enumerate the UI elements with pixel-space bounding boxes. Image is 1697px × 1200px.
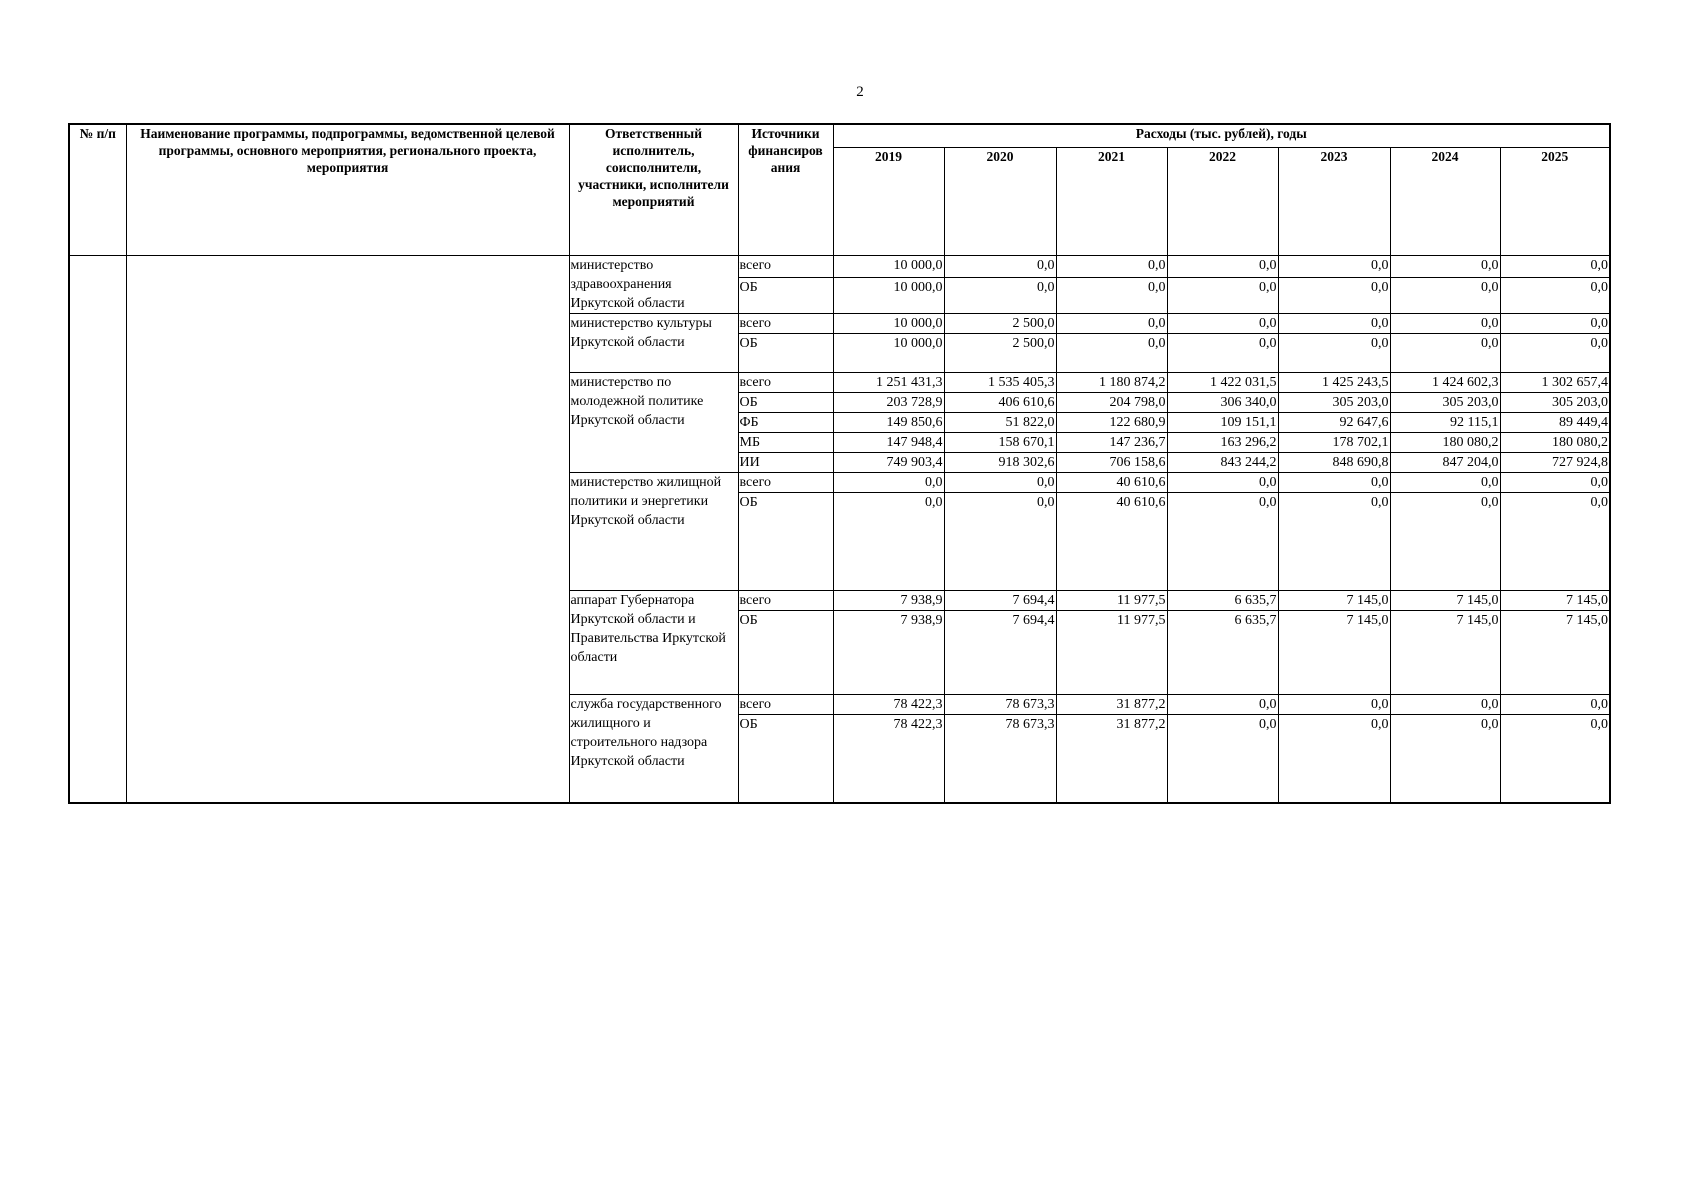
- value-cell-2019: 7 938,9: [833, 611, 944, 695]
- value-cell-2023: 0,0: [1278, 334, 1390, 373]
- value-cell-2025: 0,0: [1500, 695, 1610, 715]
- value-cell-2024: 305 203,0: [1390, 393, 1500, 413]
- value-cell-2023: 0,0: [1278, 695, 1390, 715]
- value-cell-2020: 78 673,3: [944, 715, 1056, 803]
- value-cell-2020: 7 694,4: [944, 591, 1056, 611]
- executor-cell: министерство здравоохранения Иркутской области: [569, 256, 738, 314]
- value-cell-2024: 0,0: [1390, 715, 1500, 803]
- source-cell: ОБ: [738, 393, 833, 413]
- value-cell-2022: 6 635,7: [1167, 591, 1278, 611]
- header-row-1: [69, 124, 1610, 148]
- value-cell-2022: 163 296,2: [1167, 433, 1278, 453]
- value-cell-2025: 89 449,4: [1500, 413, 1610, 433]
- header-year-2022: 2022: [1167, 148, 1278, 256]
- value-cell-2019: 10 000,0: [833, 314, 944, 334]
- value-cell-2019: 203 728,9: [833, 393, 944, 413]
- value-cell-2025: 7 145,0: [1500, 591, 1610, 611]
- row-name-cell: [126, 256, 569, 803]
- value-cell-2025: 1 302 657,4: [1500, 373, 1610, 393]
- source-cell: ОБ: [738, 277, 833, 313]
- value-cell-2021: 0,0: [1056, 277, 1167, 313]
- value-cell-2025: 0,0: [1500, 277, 1610, 313]
- table-row: [69, 256, 1610, 278]
- value-cell-2019: 149 850,6: [833, 413, 944, 433]
- value-cell-2024: 0,0: [1390, 277, 1500, 313]
- value-cell-2023: 0,0: [1278, 277, 1390, 313]
- value-cell-2021: 122 680,9: [1056, 413, 1167, 433]
- value-cell-2022: 0,0: [1167, 277, 1278, 313]
- value-cell-2021: 31 877,2: [1056, 695, 1167, 715]
- source-cell: ОБ: [738, 493, 833, 591]
- expenses-table: [68, 123, 1611, 804]
- value-cell-2025: 727 924,8: [1500, 453, 1610, 473]
- value-cell-2025: 180 080,2: [1500, 433, 1610, 453]
- value-cell-2022: 0,0: [1167, 334, 1278, 373]
- header-num: № п/п: [69, 124, 126, 256]
- source-cell: ОБ: [738, 715, 833, 803]
- executor-cell: аппарат Губернатора Иркутской области и Правительства Иркутской области: [569, 591, 738, 695]
- value-cell-2019: 78 422,3: [833, 715, 944, 803]
- value-cell-2023: 305 203,0: [1278, 393, 1390, 413]
- value-cell-2020: 7 694,4: [944, 611, 1056, 695]
- value-cell-2021: 1 180 874,2: [1056, 373, 1167, 393]
- value-cell-2025: 0,0: [1500, 473, 1610, 493]
- source-cell: всего: [738, 695, 833, 715]
- value-cell-2023: 0,0: [1278, 473, 1390, 493]
- executor-cell: министерство жилищной политики и энергетики Иркутской области: [569, 473, 738, 591]
- value-cell-2020: 51 822,0: [944, 413, 1056, 433]
- header-year-2019: 2019: [833, 148, 944, 256]
- value-cell-2025: 0,0: [1500, 334, 1610, 373]
- value-cell-2019: 7 938,9: [833, 591, 944, 611]
- value-cell-2024: 0,0: [1390, 334, 1500, 373]
- value-cell-2025: 7 145,0: [1500, 611, 1610, 695]
- value-cell-2019: 0,0: [833, 473, 944, 493]
- value-cell-2020: 1 535 405,3: [944, 373, 1056, 393]
- value-cell-2021: 40 610,6: [1056, 493, 1167, 591]
- value-cell-2021: 204 798,0: [1056, 393, 1167, 413]
- value-cell-2023: 7 145,0: [1278, 611, 1390, 695]
- value-cell-2021: 11 977,5: [1056, 591, 1167, 611]
- value-cell-2024: 0,0: [1390, 314, 1500, 334]
- value-cell-2021: 0,0: [1056, 256, 1167, 278]
- value-cell-2020: 406 610,6: [944, 393, 1056, 413]
- value-cell-2023: 0,0: [1278, 256, 1390, 278]
- executor-cell: министерство по молодежной политике Иркутской области: [569, 373, 738, 473]
- value-cell-2022: 0,0: [1167, 715, 1278, 803]
- value-cell-2020: 0,0: [944, 256, 1056, 278]
- value-cell-2022: 843 244,2: [1167, 453, 1278, 473]
- page-number: 2: [856, 84, 864, 100]
- value-cell-2022: 306 340,0: [1167, 393, 1278, 413]
- value-cell-2021: 11 977,5: [1056, 611, 1167, 695]
- value-cell-2019: 147 948,4: [833, 433, 944, 453]
- value-cell-2020: 2 500,0: [944, 314, 1056, 334]
- source-cell: всего: [738, 256, 833, 278]
- header-year-2025: 2025: [1500, 148, 1610, 256]
- value-cell-2020: 2 500,0: [944, 334, 1056, 373]
- value-cell-2022: 0,0: [1167, 695, 1278, 715]
- source-cell: всего: [738, 473, 833, 493]
- value-cell-2025: 0,0: [1500, 715, 1610, 803]
- value-cell-2022: 0,0: [1167, 256, 1278, 278]
- source-cell: ОБ: [738, 611, 833, 695]
- header-year-2021: 2021: [1056, 148, 1167, 256]
- value-cell-2021: 706 158,6: [1056, 453, 1167, 473]
- source-cell: МБ: [738, 433, 833, 453]
- value-cell-2022: 0,0: [1167, 473, 1278, 493]
- value-cell-2019: 78 422,3: [833, 695, 944, 715]
- value-cell-2020: 158 670,1: [944, 433, 1056, 453]
- source-cell: всего: [738, 373, 833, 393]
- header-expenses: Расходы (тыс. рублей), годы: [833, 124, 1610, 148]
- header-year-2020: 2020: [944, 148, 1056, 256]
- source-cell: ФБ: [738, 413, 833, 433]
- value-cell-2019: 1 251 431,3: [833, 373, 944, 393]
- executor-cell: служба государственного жилищного и строительного надзора Иркутской области: [569, 695, 738, 803]
- header-source: Источники финансиров ания: [738, 124, 833, 256]
- value-cell-2020: 78 673,3: [944, 695, 1056, 715]
- value-cell-2019: 10 000,0: [833, 277, 944, 313]
- value-cell-2020: 0,0: [944, 493, 1056, 591]
- value-cell-2023: 0,0: [1278, 493, 1390, 591]
- header-executor: Ответственный исполнитель, соисполнители, участники, исполнители мероприятий: [569, 124, 738, 256]
- value-cell-2023: 92 647,6: [1278, 413, 1390, 433]
- value-cell-2019: 749 903,4: [833, 453, 944, 473]
- header-name: Наименование программы, подпрограммы, ведомственной целевой программы, основного мероприятия, регионального проекта, мероприятия: [126, 124, 569, 256]
- value-cell-2024: 0,0: [1390, 256, 1500, 278]
- value-cell-2022: 0,0: [1167, 314, 1278, 334]
- value-cell-2023: 0,0: [1278, 314, 1390, 334]
- value-cell-2020: 0,0: [944, 473, 1056, 493]
- value-cell-2025: 0,0: [1500, 256, 1610, 278]
- value-cell-2024: 7 145,0: [1390, 591, 1500, 611]
- row-number-cell: [69, 256, 126, 803]
- value-cell-2021: 147 236,7: [1056, 433, 1167, 453]
- value-cell-2022: 1 422 031,5: [1167, 373, 1278, 393]
- value-cell-2024: 92 115,1: [1390, 413, 1500, 433]
- value-cell-2023: 178 702,1: [1278, 433, 1390, 453]
- value-cell-2020: 0,0: [944, 277, 1056, 313]
- header-year-2023: 2023: [1278, 148, 1390, 256]
- value-cell-2024: 0,0: [1390, 695, 1500, 715]
- source-cell: всего: [738, 314, 833, 334]
- source-cell: ОБ: [738, 334, 833, 373]
- value-cell-2020: 918 302,6: [944, 453, 1056, 473]
- value-cell-2021: 0,0: [1056, 334, 1167, 373]
- value-cell-2024: 847 204,0: [1390, 453, 1500, 473]
- value-cell-2021: 0,0: [1056, 314, 1167, 334]
- value-cell-2024: 7 145,0: [1390, 611, 1500, 695]
- value-cell-2023: 7 145,0: [1278, 591, 1390, 611]
- value-cell-2024: 180 080,2: [1390, 433, 1500, 453]
- value-cell-2024: 1 424 602,3: [1390, 373, 1500, 393]
- value-cell-2021: 40 610,6: [1056, 473, 1167, 493]
- value-cell-2024: 0,0: [1390, 493, 1500, 591]
- value-cell-2025: 0,0: [1500, 314, 1610, 334]
- value-cell-2022: 0,0: [1167, 493, 1278, 591]
- table-body: [69, 256, 1610, 803]
- source-cell: ИИ: [738, 453, 833, 473]
- value-cell-2019: 10 000,0: [833, 256, 944, 278]
- value-cell-2023: 848 690,8: [1278, 453, 1390, 473]
- executor-cell: министерство культуры Иркутской области: [569, 314, 738, 373]
- value-cell-2021: 31 877,2: [1056, 715, 1167, 803]
- value-cell-2023: 1 425 243,5: [1278, 373, 1390, 393]
- value-cell-2025: 0,0: [1500, 493, 1610, 591]
- value-cell-2024: 0,0: [1390, 473, 1500, 493]
- value-cell-2023: 0,0: [1278, 715, 1390, 803]
- value-cell-2022: 109 151,1: [1167, 413, 1278, 433]
- source-cell: всего: [738, 591, 833, 611]
- value-cell-2019: 0,0: [833, 493, 944, 591]
- header-year-2024: 2024: [1390, 148, 1500, 256]
- value-cell-2025: 305 203,0: [1500, 393, 1610, 413]
- value-cell-2022: 6 635,7: [1167, 611, 1278, 695]
- value-cell-2019: 10 000,0: [833, 334, 944, 373]
